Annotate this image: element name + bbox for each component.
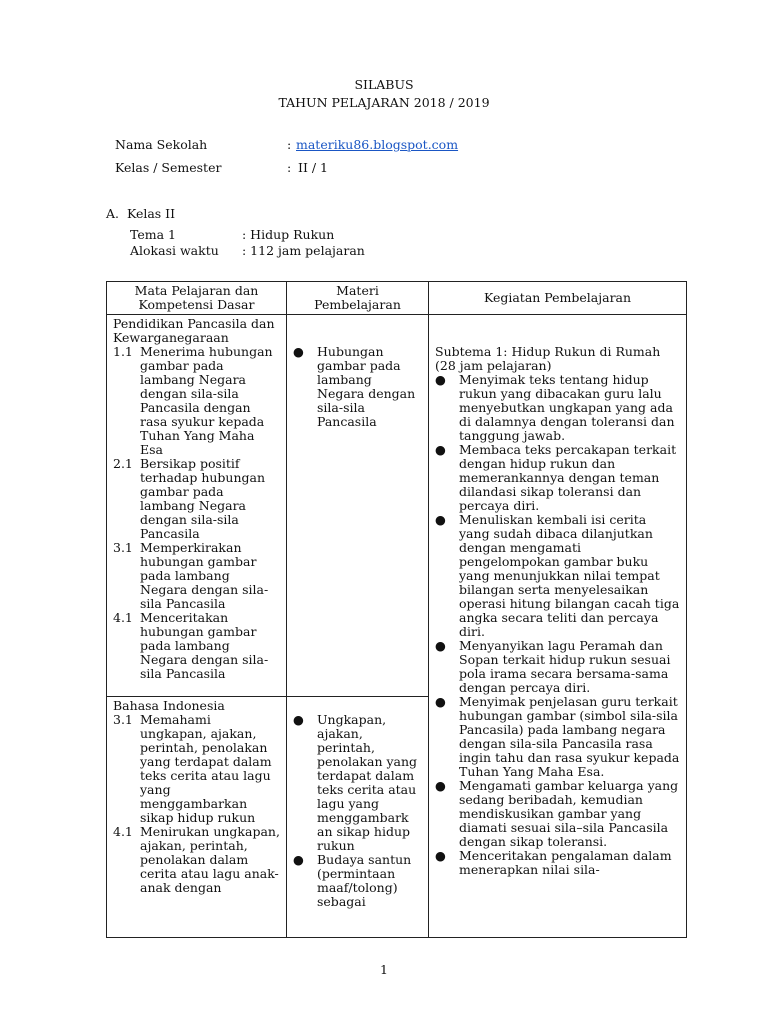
materi-cell-ppkn — [287, 315, 429, 697]
header-kompetensi: Mata Pelajaran dan Kompetensi Dasar — [107, 282, 287, 315]
bullet-icon: ● — [435, 372, 446, 387]
bullet-icon: ● — [293, 712, 304, 727]
subject-ppkn: Pendidikan Pancasila dan Kewarganegaraan — [113, 316, 275, 345]
kegiatan-cell — [429, 315, 687, 938]
bullet-icon: ● — [435, 442, 446, 457]
section-heading: A. Kelas II — [106, 206, 176, 221]
kegiatan-item: ● Mengamati gambar keluarga yang sedang beribadah, kemudian mendiskusikan gambar yang diamati sesuai sila–sila Pancasila dengan sikap toleransi. — [435, 778, 679, 849]
bullet-icon: ● — [293, 852, 304, 867]
kd-item: 3.1 Memperkirakan hubungan gambar pada lambang Negara dengan sila-sila Pancasila — [113, 540, 269, 611]
kd-item: 4.1 Menirukan ungkapan, ajakan, perintah, penolakan dalam cerita atau lagu anak-anak dengan — [113, 824, 280, 895]
school-sep: : — [287, 137, 292, 152]
theme-label: Tema 1 — [130, 227, 176, 242]
materi-item: ● Budaya santun (permintaan maaf/tolong) sebagai — [293, 852, 412, 909]
table-row — [107, 315, 687, 697]
time-value: : 112 jam pelajaran — [242, 243, 365, 258]
kegiatan-item: ● Menuliskan kembali isi cerita yang sudah dibaca dilanjutkan dengan mengamati pengelompokan gambar buku yang menunjukkan nilai tempat bilangan serta menyelesaikan operasi hitung bilangan cacah tiga angka secara teliti dan percaya diri. — [435, 512, 680, 639]
class-sep: : — [287, 160, 292, 175]
kd-item: 2.1 Bersikap positif terhadap hubungan gambar pada lambang Negara dengan sila-sila Pancasila — [113, 456, 266, 541]
kegiatan-item: ● Menyanyikan lagu Peramah dan Sopan terkait hidup rukun sesuai pola irama secara bersama-sama dengan percaya diri. — [435, 638, 671, 695]
subject-bindo: Bahasa Indonesia — [113, 699, 225, 713]
kegiatan-item: ● Menceritakan pengalaman dalam menerapkan nilai sila- — [435, 848, 672, 877]
document-title: SILABUS — [354, 77, 414, 92]
bullet-icon: ● — [435, 638, 446, 653]
school-link[interactable]: materiku86.blogspot.com — [296, 137, 459, 152]
page-number: 1 — [380, 962, 388, 977]
bullet-icon: ● — [435, 778, 446, 793]
theme-value: : Hidup Rukun — [242, 227, 335, 242]
kd-item: 3.1 Memahami ungkapan, ajakan, perintah, penolakan yang terdapat dalam teks cerita atau lagu yang menggambarkan sikap hidup rukun — [113, 712, 272, 825]
bullet-icon: ● — [435, 848, 446, 863]
kd-item: 1.1 Menerima hubungan gambar pada lambang Negara dengan sila-sila Pancasila dengan rasa syukur kepada Tuhan Yang Maha Esa — [113, 344, 273, 457]
materi-cell-bindo — [287, 697, 429, 938]
header-kegiatan: Kegiatan Pembelajaran — [429, 282, 687, 315]
class-label: Kelas / Semester — [115, 160, 222, 175]
materi-item: ● Ungkapan, ajakan, perintah, penolakan yang terdapat dalam teks cerita atau lagu yang menggambark an sikap hidup rukun — [293, 712, 418, 853]
kegiatan-item: ● Menyimak penjelasan guru terkait hubungan gambar (simbol sila-sila Pancasila) pada lambang negara dengan sila-sila Pancasila rasa ingin tahu dan rasa syukur kepada Tuhan Yang Maha Esa. — [435, 694, 680, 779]
header-materi: Materi Pembelajaran — [287, 282, 429, 315]
bullet-icon: ● — [293, 344, 304, 359]
class-value: II / 1 — [298, 160, 328, 175]
kd-cell-ppkn — [107, 315, 287, 697]
kd-cell-bindo — [107, 697, 287, 938]
time-label: Alokasi waktu — [130, 243, 219, 258]
school-label: Nama Sekolah — [115, 137, 208, 152]
kd-item: 4.1 Menceritakan hubungan gambar pada lambang Negara dengan sila-sila Pancasila — [113, 610, 269, 681]
table-header-row — [107, 282, 687, 315]
kegiatan-item: ● Menyimak teks tentang hidup rukun yang dibacakan guru lalu menyebutkan ungkapan yang ada di dalamnya dengan toleransi dan tanggung jawab. — [435, 372, 675, 443]
bullet-icon: ● — [435, 694, 446, 709]
bullet-icon: ● — [435, 512, 446, 527]
academic-year: TAHUN PELAJARAN 2018 / 2019 — [278, 95, 490, 110]
syllabus-table — [106, 281, 687, 938]
materi-item: ● Hubungan gambar pada lambang Negara dengan sila-sila Pancasila — [293, 344, 416, 429]
kegiatan-item: ● Membaca teks percakapan terkait dengan hidup rukun dan memerankannya dengan teman dilandasi sikap toleransi dan percaya diri. — [435, 442, 677, 513]
subtema-title: Subtema 1: Hidup Rukun di Rumah (28 jam pelajaran) — [435, 344, 661, 373]
